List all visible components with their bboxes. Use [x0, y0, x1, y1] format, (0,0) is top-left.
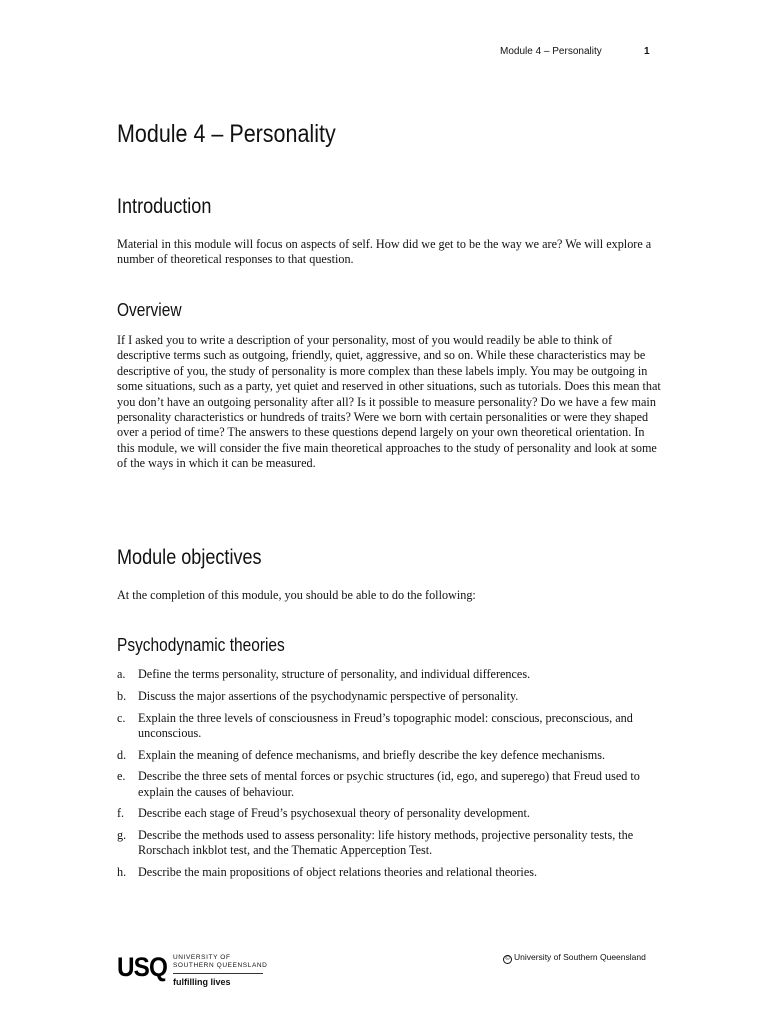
- page-number: 1: [644, 46, 650, 57]
- objective-item: [117, 711, 647, 741]
- objective-item: [117, 689, 647, 704]
- objective-item: [117, 806, 647, 821]
- objectives-intro: At the completion of this module, you should be able to do the following:: [117, 588, 476, 602]
- copyright-icon: ©: [503, 955, 512, 964]
- objectives-list: [117, 667, 647, 887]
- objective-text: Describe each stage of Freud’s psychosexual theory of personality development.: [138, 806, 530, 821]
- copyright-notice: [503, 952, 646, 964]
- objective-letter: d.: [117, 747, 127, 762]
- objective-text: Explain the three levels of consciousness in Freud’s topographic model: conscious, preconscious, and unconscious.: [138, 710, 633, 740]
- objective-letter: c.: [117, 710, 126, 725]
- objective-text: Explain the meaning of defence mechanisms, and briefly describe the key defence mechanisms.: [138, 747, 606, 762]
- objective-text: Discuss the major assertions of the psychodynamic perspective of personality.: [138, 688, 519, 703]
- objective-text: Define the terms personality, structure of personality, and individual differences.: [138, 667, 531, 681]
- introduction-text: Material in this module will focus on aspects of self. How did we get to be the way we are? We will explore a number of theoretical responses to that question.: [117, 237, 652, 267]
- introduction-heading: Introduction: [117, 195, 212, 218]
- usq-logo-divider: [173, 973, 263, 974]
- overview-heading: Overview: [117, 300, 182, 320]
- page-title: Module 4 – Personality: [117, 120, 336, 148]
- objectives-heading: Module objectives: [117, 546, 262, 569]
- usq-logo: [117, 952, 277, 992]
- copyright-text: University of Southern Queensland: [514, 952, 646, 962]
- objective-letter: f.: [117, 806, 125, 821]
- overview-text: If I asked you to write a description of your personality, most of you would readily be able to think of descriptive terms such as outgoing, friendly, quiet, aggressive, and so on. While these characteristics may be descriptive of you, the study of personality is more complex than these labels imply. You may be outgoing in some situations, such as a party, yet quiet and reserved in other situations, such as tutorials. Does this mean that you don’t have an outgoing personality after all? Is it possible to measure personality? Do we have a few main personality characteristics or hundreds of traits? Were we born with certain personalities or were they shaped over a period of time? The answers to these questions depend largely on your own theoretical orientation. In this module, we will consider the five main theoretical approaches to the study of personality and look at some of the ways in which it can be measured.: [117, 333, 661, 471]
- usq-logo-tagline: fulfilling lives: [173, 977, 231, 987]
- objective-text: Describe the methods used to assess personality: life history methods, projective personality tests, the Rorschach inkblot test, and the Thematic Apperception Test.: [138, 828, 634, 858]
- objective-text: Describe the three sets of mental forces or psychic structures (id, ego, and superego) that Freud used to explain the causes of behaviour.: [138, 769, 640, 799]
- objective-item: [117, 667, 647, 682]
- running-header: Module 4 – Personality: [500, 46, 602, 57]
- objective-item: [117, 748, 647, 763]
- usq-logo-mark: USQ: [117, 952, 167, 982]
- objective-item: [117, 828, 647, 858]
- usq-logo-line1: UNIVERSITY OF: [173, 954, 231, 961]
- objective-letter: b.: [117, 688, 127, 703]
- objective-item: [117, 865, 647, 880]
- objective-text: Describe the main propositions of object relations theories and relational theories.: [138, 865, 538, 880]
- usq-logo-university: [173, 954, 267, 970]
- objective-letter: e.: [117, 769, 126, 784]
- objective-letter: a.: [117, 667, 126, 681]
- objective-letter: h.: [117, 865, 127, 880]
- psychodynamic-subheading: Psychodynamic theories: [117, 635, 285, 655]
- objective-letter: g.: [117, 828, 127, 843]
- objective-item: [117, 769, 647, 799]
- usq-logo-line2: SOUTHERN QUEENSLAND: [173, 962, 268, 969]
